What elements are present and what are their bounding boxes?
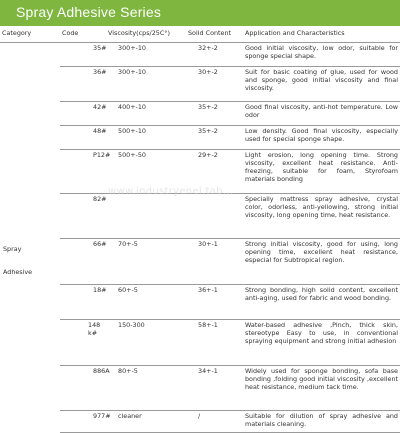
table-row — [0, 320, 400, 366]
header-application: Application and Characteristics — [243, 29, 400, 43]
table-row — [0, 194, 400, 239]
table-row — [0, 150, 400, 194]
category-cell — [0, 366, 60, 411]
application-cell: Low density. Good final viscosity, especially used for special sponge shape. — [243, 126, 400, 150]
solid-content-cell: 34+-1 — [186, 366, 243, 411]
viscosity-cell: 60+-5 — [106, 285, 186, 320]
application-cell: Suit for basic coating of glue, used for wood and sponge, good initial viscosity and final viscosity. — [243, 67, 400, 102]
category-cell — [0, 411, 60, 433]
code-cell: 48# — [60, 126, 106, 150]
category-cell — [0, 194, 60, 239]
solid-content-cell: 35+-2 — [186, 126, 243, 150]
application-cell: Water-based adhesive ,Pinch, thick skin, stereotype Easy to use, in conventional spraying equipment and strong initial adhesion — [243, 320, 400, 366]
table-row — [0, 411, 400, 433]
viscosity-cell: 500+-10 — [106, 126, 186, 150]
table-header-row — [0, 29, 400, 43]
application-cell: Good final viscosity, anti-hot temperature. Low odor — [243, 102, 400, 126]
viscosity-cell: 500+-50 — [106, 150, 186, 194]
viscosity-cell: 150-300 — [106, 320, 186, 366]
table-row — [0, 43, 400, 67]
header-viscosity: Viscosity(cps/25C°) — [106, 29, 186, 43]
solid-content-cell — [186, 194, 243, 239]
application-cell: Light erosion, long opening time. Strong viscosity, excellent heat resistance. Anti-freezing, suitable for foam, Styrofoam materials bonding — [243, 150, 400, 194]
table-row — [0, 239, 400, 285]
watermark: www.industryenel.tab... — [108, 186, 234, 197]
spec-table — [0, 29, 400, 433]
application-cell: Suitable for dilution of spray adhesive and materials cleaning. — [243, 411, 400, 433]
category-label-line-1: Spray — [3, 245, 22, 253]
code-cell: P12# — [60, 150, 106, 194]
solid-content-cell: 32+-2 — [186, 43, 243, 67]
application-cell: Widely used for sponge bonding, sofa base bonding ,folding good initial viscosity ,excellent heat resistance, medium tack time. — [243, 366, 400, 411]
viscosity-cell: 300+-10 — [106, 43, 186, 67]
table-row — [0, 126, 400, 150]
application-cell: Specially mattress spray adhesive, crystal color, odorless, anti-yellowing, strong initial viscosity, long opening time, heat resistance. — [243, 194, 400, 239]
application-cell: Strong initial viscosity, good for using, long opening time, excellent heat resistance, especial for Subtropical region. — [243, 239, 400, 285]
solid-content-cell: 35+-2 — [186, 102, 243, 126]
solid-content-cell: 30+-2 — [186, 67, 243, 102]
code-cell: 66# — [60, 239, 106, 285]
table-row — [0, 285, 400, 320]
category-cell — [0, 102, 60, 126]
category-cell — [0, 67, 60, 102]
header-category: Category — [0, 29, 60, 43]
page-title: Spray Adhesive Series — [16, 4, 162, 20]
viscosity-cell: 70+-5 — [106, 239, 186, 285]
category-cell — [0, 126, 60, 150]
viscosity-cell: 400+-10 — [106, 102, 186, 126]
code-cell: 42# — [60, 102, 106, 126]
code-cell: 18# — [60, 285, 106, 320]
solid-content-cell: 58+-1 — [186, 320, 243, 366]
category-cell — [0, 285, 60, 320]
application-cell: Good initial viscosity, low odor, suitable for sponge special shape. — [243, 43, 400, 67]
solid-content-cell: 30+-1 — [186, 239, 243, 285]
table-row — [0, 366, 400, 411]
viscosity-cell: 300+-10 — [106, 67, 186, 102]
solid-content-cell: 29+-2 — [186, 150, 243, 194]
viscosity-cell — [106, 194, 186, 239]
solid-content-cell: 36+-1 — [186, 285, 243, 320]
category-cell — [0, 43, 60, 67]
code-cell: 82# — [60, 194, 106, 239]
table-body — [0, 43, 400, 433]
header-code: Code — [60, 29, 106, 43]
application-cell: Strong bonding, high solid content, excellent anti-aging, used for fabric and wood bonding. — [243, 285, 400, 320]
code-cell: 36# — [60, 67, 106, 102]
code-cell: 886A — [60, 366, 106, 411]
code-cell: 977# — [60, 411, 106, 433]
category-cell — [0, 150, 60, 194]
solid-content-cell: / — [186, 411, 243, 433]
viscosity-cell: cleaner — [106, 411, 186, 433]
table-row — [0, 102, 400, 126]
viscosity-cell: 80+-5 — [106, 366, 186, 411]
title-bar — [0, 0, 400, 26]
header-solid-content: Solid Content — [186, 29, 243, 43]
code-cell: 35# — [60, 43, 106, 67]
table-row — [0, 67, 400, 102]
category-label-line-2: Adhesive — [3, 268, 33, 276]
code-cell: 148 k# — [60, 320, 106, 366]
category-cell — [0, 320, 60, 366]
